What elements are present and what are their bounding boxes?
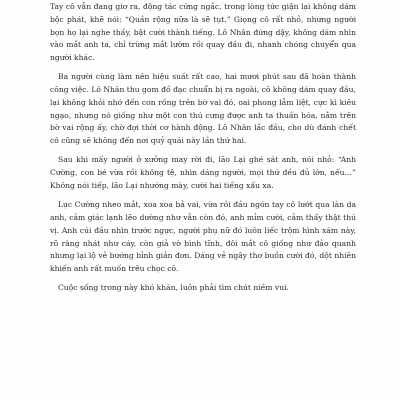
- paragraph-4: Lục Cường nheo mắt, xoa xoa bả vai, vừa rồi đầu ngón tay cô lướt qua làn da anh, cảm giác lạnh lẽo dường như vẫn còn đó, anh mỉm cười, cảm thấy thật thú vị. Anh cúi đầu nhìn trước ngực, người phụ nữ đó luôn liếc trộm hình xăm này, rõ ràng nhát như cáy, còn giả vờ bình tĩnh, đôi mắt cô giống như đảo quanh nhưng lại lộ vẻ bướng bỉnh giản đơn. Dáng vẻ ngây thơ buồn cười đó, dột nhiên khiến anh rất muốn trêu chọc cô.: [50, 200, 356, 274]
- paragraph-1: Tay cô vẫn đang giơ ra, động tác cứng ngắc, trong lòng tức giận lại không dám bộc phát, khẽ nói: “Quần rộng nữa là sẽ tụt.” Giọng cô rất nhỏ, nhưng người bọn họ lại nghe thấy, bật cười thành tiếng. Lô Nhân đứng dậy, không dám nhìn vào mắt anh ta, chỉ trừng mắt lườm rồi quay đầu đi, nhanh chóng chuyển qua người khác.: [50, 2, 356, 62]
- paragraph-2: Ba người cùng làm nên hiệu suất rất cao, hai mươi phút sau đã hoàn thành công việc. Lô Nhân thu gom đồ đạc chuẩn bị ra ngoài, cô không dám quay đầu, lại không khỏi nhớ đến con rồng trên bờ vai đó, oai phong lẫm liệt, cực kì kiêu ngạo, nhưng nó giống như một con thú cưng được anh ta thuần hóa, nằm trên bờ vai rộng ấy, chờ đợi thời cơ hành động. Lô Nhân lắc đầu, cho dù đánh chết cô cũng sẽ không đến nơi quỷ quái này lần thứ hai.: [50, 72, 356, 146]
- paragraph-3: Sau khi mấy người ở xưởng may rời đi, lão Lại ghé sát anh, nói nhỏ: “Anh Cường, con bé vừa rồi không tệ, nhìn dáng người, mọi thứ đều đủ lớn, nếu…” Không nói tiếp, lão Lại nhướng mày, cười hai tiếng xấu xa.: [50, 155, 356, 190]
- paragraph-5: Cuộc sống trong này khó khăn, luôn phải tìm chút niềm vui.: [58, 283, 289, 293]
- page-body-text: [50, 0, 356, 302]
